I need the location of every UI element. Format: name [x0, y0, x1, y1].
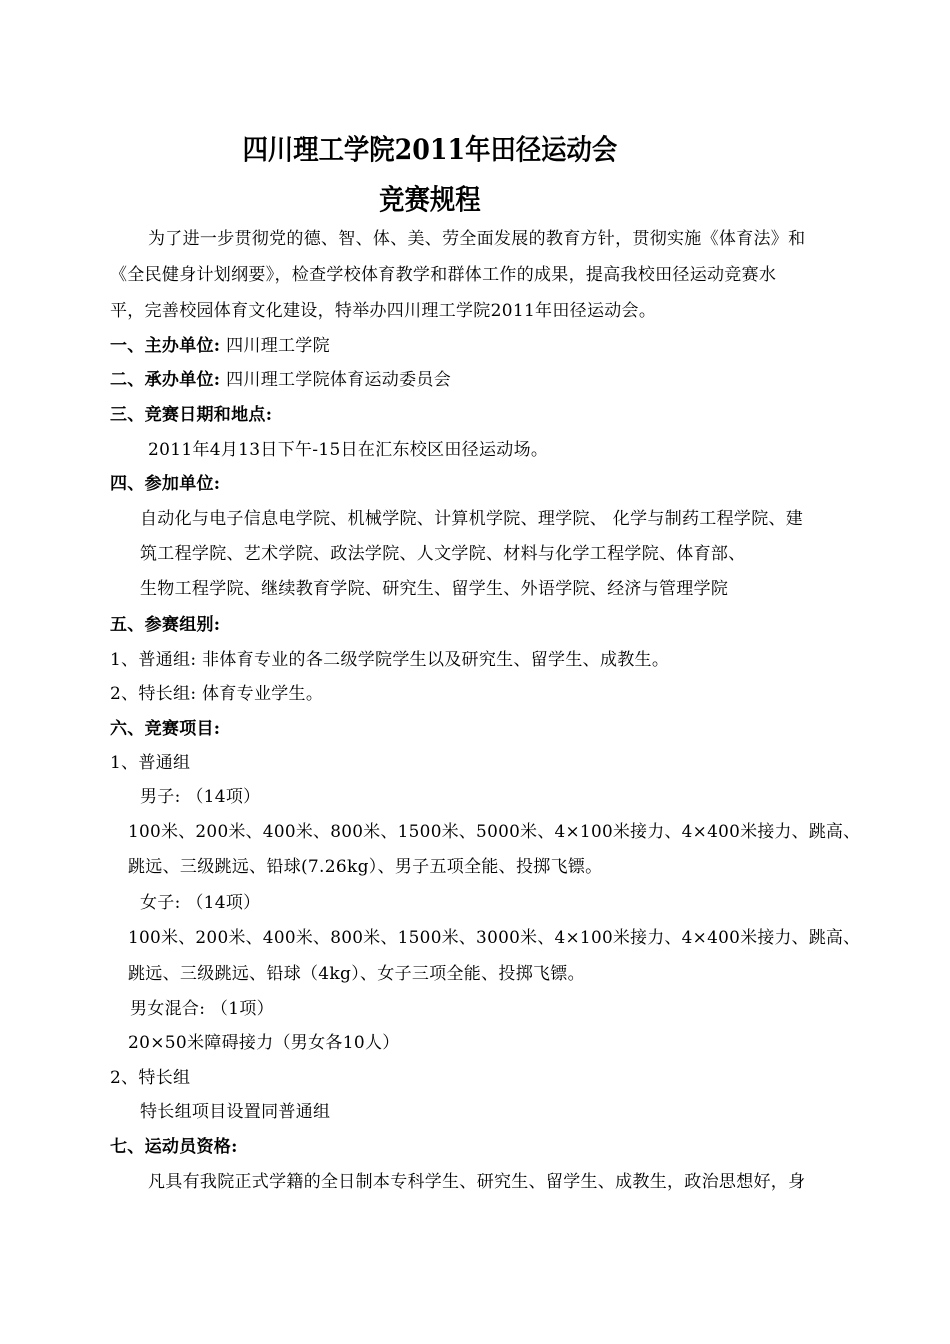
- section-groups-heading: 五、参赛组别:: [110, 615, 221, 635]
- section-eligibility-text: 凡具有我院正式学籍的全日制本专科学生、研究生、留学生、成教生，政治思想好，身: [148, 1172, 806, 1192]
- events-mixed-label: 男女混合: （1项）: [130, 999, 274, 1019]
- events-men-label: 男子: （14项）: [140, 787, 261, 807]
- section-host-label: 二、承办单位:: [110, 370, 221, 390]
- section-date-heading: 三、竞赛日期和地点:: [110, 405, 273, 425]
- events-women-line: 100米、200米、400米、800米、1500米、3000米、4×100米接力、4×400米接力、跳高、: [128, 928, 861, 948]
- events-group-specialty: 2、特长组: [110, 1068, 191, 1088]
- section-units-line: 生物工程学院、继续教育学院、研究生、留学生、外语学院、经济与管理学院: [140, 579, 729, 599]
- section-eligibility-heading: 七、运动员资格:: [110, 1137, 238, 1157]
- intro-paragraph-line: 《全民健身计划纲要》，检查学校体育教学和群体工作的成果，提高我校田径运动竞赛水: [110, 265, 777, 285]
- section-date-text: 2011年4月13日下午-15日在汇东校区田径运动场。: [148, 440, 549, 460]
- events-women-label: 女子: （14项）: [140, 893, 261, 913]
- section-host: [110, 369, 451, 391]
- section-events-heading: 六、竞赛项目:: [110, 719, 221, 739]
- events-mixed-text: 20×50米障碍接力（男女各10人）: [128, 1033, 400, 1053]
- section-units-heading: 四、参加单位:: [110, 474, 221, 494]
- section-groups-item: 1、普通组: 非体育专业的各二级学院学生以及研究生、留学生、成教生。: [110, 650, 670, 670]
- document-title: 四川理工学院2011年田径运动会: [242, 133, 618, 166]
- events-group-regular: 1、普通组: [110, 753, 191, 773]
- events-women-line: 跳远、三级跳远、铅球（4kg）、女子三项全能、投掷飞镖。: [128, 964, 585, 984]
- section-organizer-value: 四川理工学院: [226, 336, 330, 356]
- section-units-line: 自动化与电子信息电学院、机械学院、计算机学院、理学院、 化学与制药工程学院、建: [140, 509, 804, 529]
- section-groups-item: 2、特长组: 体育专业学生。: [110, 684, 324, 704]
- section-organizer: [110, 335, 330, 357]
- section-organizer-label: 一、主办单位:: [110, 336, 221, 356]
- intro-paragraph-line: 为了进一步贯彻党的德、智、体、美、劳全面发展的教育方针，贯彻实施《体育法》和: [148, 229, 806, 249]
- section-units-line: 筑工程学院、艺术学院、政法学院、人文学院、材料与化学工程学院、体育部、: [140, 544, 746, 564]
- events-men-line: 100米、200米、400米、800米、1500米、5000米、4×100米接力、4×400米接力、跳高、: [128, 822, 861, 842]
- events-group-specialty-text: 特长组项目设置同普通组: [140, 1102, 331, 1122]
- document-subtitle: 竞赛规程: [379, 183, 481, 216]
- section-host-value: 四川理工学院体育运动委员会: [226, 370, 452, 390]
- intro-paragraph-line: 平，完善校园体育文化建设，特举办四川理工学院2011年田径运动会。: [110, 301, 657, 321]
- events-men-line: 跳远、三级跳远、铅球(7.26kg）、男子五项全能、投掷飞镖。: [128, 857, 603, 877]
